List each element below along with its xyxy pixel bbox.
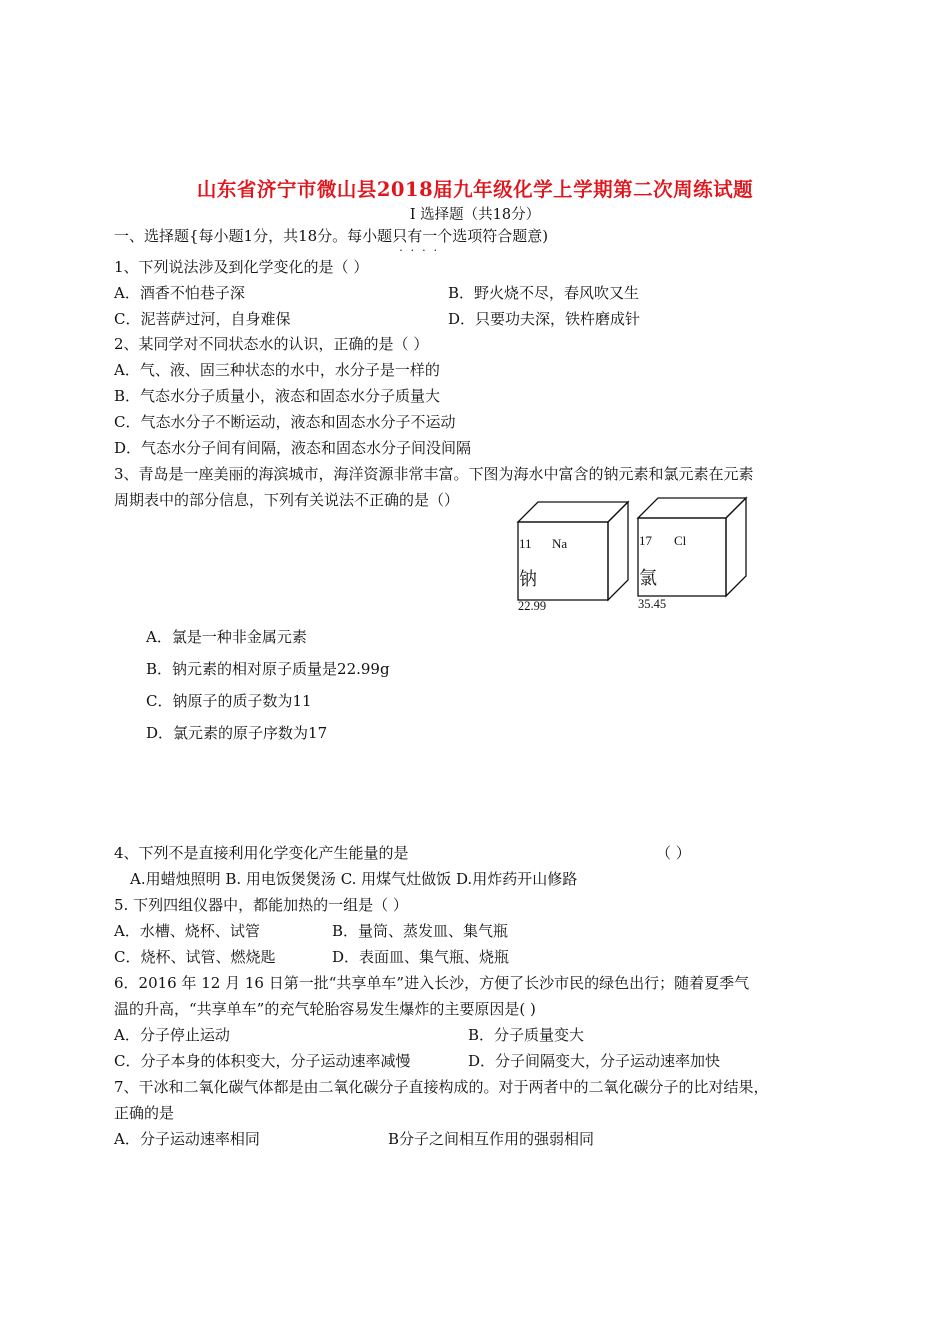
element-card-chlorine bbox=[632, 494, 752, 614]
question-5-stem: 5. 下列四组仪器中，都能加热的一组是（ ） bbox=[114, 896, 408, 914]
question-4-options: A.用蜡烛照明 B. 用电饭煲煲汤 C. 用煤气灶做饭 D.用炸药开山修路 bbox=[130, 870, 578, 888]
document-title: 山东省济宁市微山县2018届九年级化学上学期第二次周练试题 bbox=[196, 178, 754, 201]
sodium-atomic-number: 11 bbox=[519, 536, 532, 551]
question-3-stem-line-2: 周期表中的部分信息，下列有关说法不正确的是（） bbox=[114, 491, 460, 509]
question-5-option-a: A．水槽、烧杯、试管 bbox=[114, 922, 260, 940]
section-header-emphasis bbox=[392, 227, 453, 257]
question-3-option-d: D．氯元素的原子序数为17 bbox=[146, 724, 328, 742]
question-1-option-a: A．酒香不怕巷子深 bbox=[114, 284, 245, 302]
question-5-option-c: C．烧杯、试管、燃烧匙 bbox=[114, 948, 276, 966]
question-2-option-d: D．气态水分子间有间隔，液态和固态水分子间没间隔 bbox=[114, 439, 472, 457]
question-6-stem-line-1: 6．2016 年 12 月 16 日第一批“共享单车”进入长沙，方便了长沙市民的绿色出行；随着夏季气 bbox=[114, 974, 750, 992]
question-2-option-b: B．气态水分子质量小，液态和固态水分子质量大 bbox=[114, 387, 441, 405]
question-5-option-b: B．量筒、蒸发皿、集气瓶 bbox=[332, 922, 509, 940]
chlorine-symbol: Cl bbox=[674, 533, 687, 548]
question-2-option-a: A．气、液、固三种状态的水中，水分子是一样的 bbox=[114, 361, 440, 379]
question-4-answer-blank: （ ） bbox=[656, 844, 691, 862]
question-2-stem: 2、某同学对不同状态水的认识，正确的是（ ） bbox=[114, 335, 429, 353]
question-6-stem-line-2: 温的升高，“共享单车”的充气轮胎容易发生爆炸的主要原因是( ) bbox=[114, 1000, 536, 1018]
question-3-option-b: B．钠元素的相对原子质量是22.99g bbox=[146, 660, 390, 678]
question-3-option-a: A．氯是一种非金属元素 bbox=[146, 628, 307, 646]
question-1-option-b: B．野火烧不尽，春风吹又生 bbox=[448, 284, 640, 302]
question-1-option-c: C．泥菩萨过河，自身难保 bbox=[114, 310, 291, 328]
question-1-stem: 1、下列说法涉及到化学变化的是（ ） bbox=[114, 258, 369, 276]
section-header-emph-text: 只有一个 bbox=[392, 227, 453, 245]
chlorine-atomic-number: 17 bbox=[639, 533, 652, 548]
section-header-post: 选项符合题意) bbox=[452, 227, 549, 245]
sodium-atomic-mass: 22.99 bbox=[518, 599, 547, 613]
sodium-name: 钠 bbox=[519, 569, 537, 589]
question-5-option-d: D．表面皿、集气瓶、烧瓶 bbox=[332, 948, 510, 966]
section-header bbox=[114, 226, 549, 257]
question-6-option-d: D．分子间隔变大，分子运动速率加快 bbox=[468, 1052, 721, 1070]
chlorine-atomic-mass: 35.45 bbox=[638, 597, 667, 611]
question-6-option-b: B．分子质量变大 bbox=[468, 1026, 585, 1044]
question-7-stem-line-2: 正确的是 bbox=[114, 1104, 175, 1122]
question-2-option-c: C．气态水分子不断运动，液态和固态水分子不运动 bbox=[114, 413, 456, 431]
question-3-option-c: C．钠原子的质子数为11 bbox=[146, 692, 312, 710]
chlorine-name: 氯 bbox=[639, 568, 657, 588]
question-6-option-c: C．分子本身的体积变大，分子运动速率减慢 bbox=[114, 1052, 411, 1070]
element-card-sodium bbox=[512, 496, 632, 616]
question-7-option-a: A．分子运动速率相同 bbox=[114, 1130, 260, 1148]
question-7-stem-line-1: 7、干冰和二氧化碳气体都是由二氧化碳分子直接构成的。对于两者中的二氧化碳分子的比对结果， bbox=[114, 1078, 769, 1096]
question-7-option-b: B分子之间相互作用的强弱相同 bbox=[388, 1130, 595, 1148]
sodium-symbol: Na bbox=[552, 536, 568, 551]
question-6-option-a: A．分子停止运动 bbox=[114, 1026, 230, 1044]
question-1-option-d: D．只要功夫深，铁杵磨成针 bbox=[448, 310, 641, 328]
emphasis-dots: ···· bbox=[399, 244, 446, 257]
question-4-stem: 4、下列不是直接利用化学变化产生能量的是 bbox=[114, 844, 409, 862]
section-header-pre: 一、选择题{每小题1分，共18分。每小题 bbox=[114, 227, 393, 245]
question-3-stem-line-1: 3、青岛是一座美丽的海滨城市，海洋资源非常丰富。下图为海水中富含的钠元素和氯元素在元素 bbox=[114, 465, 754, 483]
section-subtitle: Ⅰ 选择题（共18分） bbox=[409, 207, 541, 223]
